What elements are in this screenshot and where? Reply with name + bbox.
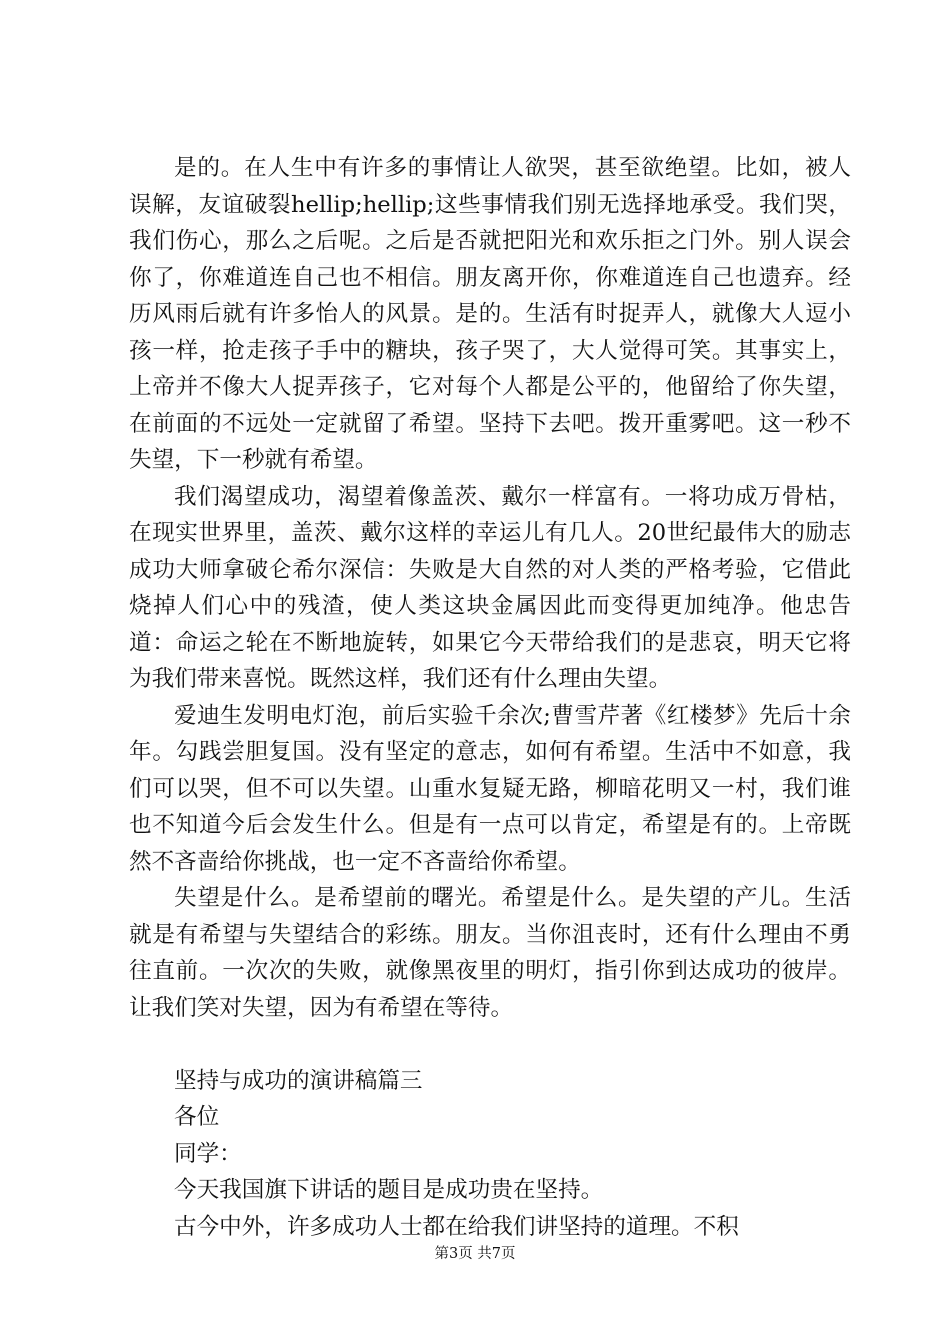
greeting-line-2: 同学： [174, 1140, 242, 1167]
blank-line [129, 1026, 851, 1063]
continuation-line: 古今中外，许多成功人士都在给我们讲坚持的道理。不积 [174, 1213, 739, 1240]
section-title: 坚持与成功的演讲稿篇三 [174, 1067, 423, 1094]
page-number-footer: 第3页 共7页 [434, 1246, 516, 1262]
paragraph-3: 爱迪生发明电灯泡，前后实验千余次;曹雪芹著《红楼梦》先后十余年。勾践尝胆复国。没有坚定的意志，如何有希望。生活中不如意，我们可以哭，但不可以失望。山重水复疑无路，柳暗花明又一村，我们谁也不知道今后会发生什么。但是有一点可以肯定，希望是有的。上帝既然不吝啬给你挑战，也一定不吝啬给你希望。 [129, 702, 851, 875]
paragraph-4: 失望是什么。是希望前的曙光。希望是什么。是失望的产儿。生活就是有希望与失望结合的彩练。朋友。当你沮丧时，还有什么理由不勇往直前。一次次的失败，就像黑夜里的明灯，指引你到达成功的彼岸。让我们笑对失望，因为有希望在等待。 [129, 885, 851, 1021]
intro-line: 今天我国旗下讲话的题目是成功贵在坚持。 [174, 1177, 604, 1203]
paragraph-1: 是的。在人生中有许多的事情让人欲哭，甚至欲绝望。比如，被人误解，友谊破裂hellip;hellip;这些事情我们别无选择地承受。我们哭，我们伤心，那么之后呢。之后是否就把阳光和欢乐拒之门外。别人误会你了，你难道连自己也不相信。朋友离开你，你难道连自己也遗弃。经历风雨后就有许多怡人的风景。是的。生活有时捉弄人，就像大人逗小孩一样，抢走孩子手中的糖块，孩子哭了，大人觉得可笑。其事实上，上帝并不像大人捉弄孩子，它对每个人都是公平的，他留给了你失望，在前面的不远处一定就留了希望。坚持下去吧。拨开重雾吧。这一秒不失望，下一秒就有希望。 [129, 155, 851, 473]
greeting-line-1: 各位 [174, 1104, 220, 1130]
document-body [129, 150, 851, 1245]
paragraph-2: 我们渴望成功，渴望着像盖茨、戴尔一样富有。一将功成万骨枯，在现实世界里，盖茨、戴尔这样的幸运儿有几人。20世纪最伟大的励志成功大师拿破仑希尔深信：失败是大自然的对人类的严格考验，它借此烧掉人们心中的残渣，使人类这块金属因此而变得更加纯净。他忠告道：命运之轮在不断地旋转，如果它今天带给我们的是悲哀，明天它将为我们带来喜悦。既然这样，我们还有什么理由失望。 [129, 483, 851, 692]
